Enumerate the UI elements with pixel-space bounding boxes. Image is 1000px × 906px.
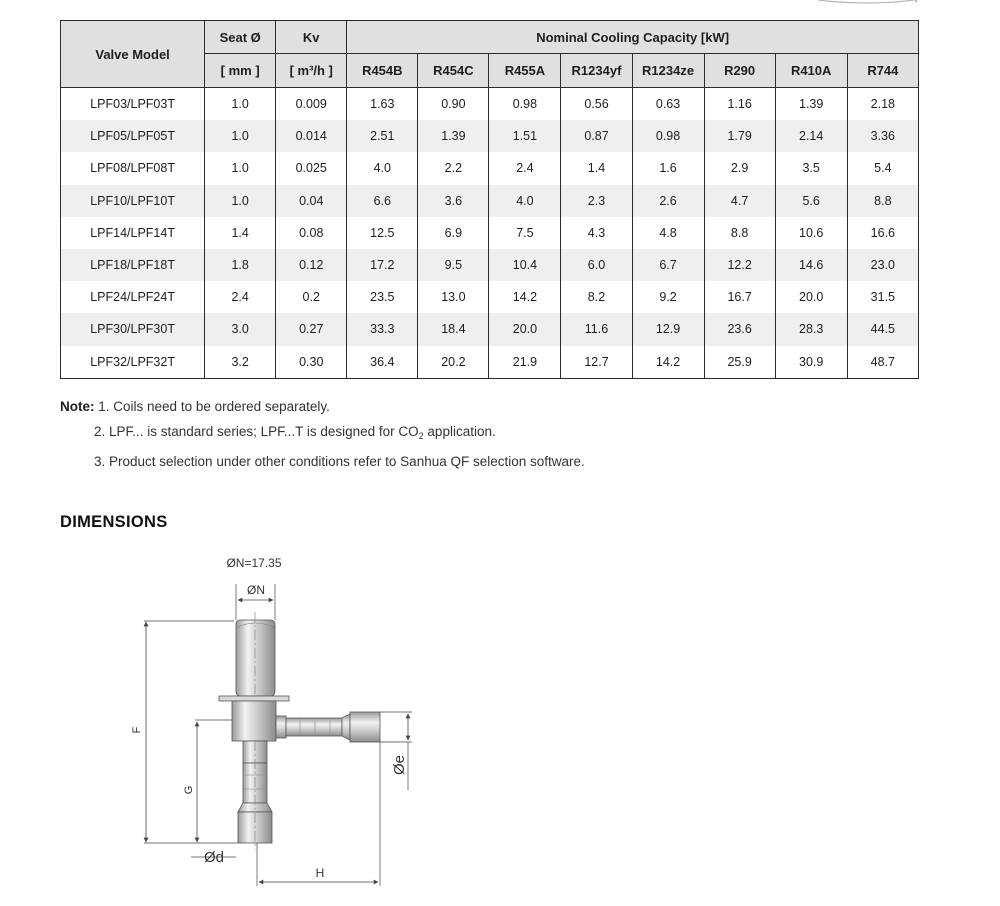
cell-kv: 0.009	[276, 88, 347, 121]
cell-capacity: 8.8	[847, 185, 918, 217]
dim-f-label: F	[131, 726, 143, 734]
table-row	[61, 346, 919, 379]
cell-capacity: 2.6	[632, 185, 704, 217]
cell-capacity: 3.5	[775, 152, 847, 184]
cell-kv: 0.12	[276, 249, 347, 281]
cell-capacity: 20.2	[418, 346, 489, 379]
cell-capacity: 7.5	[489, 217, 561, 249]
cell-capacity: 2.3	[561, 185, 632, 217]
cell-capacity: 1.79	[704, 120, 775, 152]
cell-kv: 0.2	[276, 281, 347, 313]
cell-model: LPF30/LPF30T	[61, 313, 205, 345]
table-row	[61, 185, 919, 217]
cell-capacity: 1.6	[632, 152, 704, 184]
header-capacity: Nominal Cooling Capacity [kW]	[347, 21, 919, 54]
cell-capacity: 6.9	[418, 217, 489, 249]
cell-model: LPF05/LPF05T	[61, 120, 205, 152]
cell-seat: 1.0	[205, 88, 276, 121]
cell-capacity: 0.63	[632, 88, 704, 121]
cell-capacity: 9.5	[418, 249, 489, 281]
note-label: Note:	[60, 399, 95, 414]
cell-model: LPF18/LPF18T	[61, 249, 205, 281]
cell-capacity: 36.4	[347, 346, 418, 379]
dim-d-label: Ød	[203, 849, 225, 866]
cell-kv: 0.30	[276, 346, 347, 379]
cell-capacity: 12.2	[704, 249, 775, 281]
cell-capacity: 5.6	[775, 185, 847, 217]
cell-capacity: 0.98	[489, 88, 561, 121]
cell-capacity: 17.2	[347, 249, 418, 281]
cell-capacity: 28.3	[775, 313, 847, 345]
cell-capacity: 4.3	[561, 217, 632, 249]
cell-model: LPF08/LPF08T	[61, 152, 205, 184]
cell-capacity: 2.2	[418, 152, 489, 184]
cell-seat: 2.4	[205, 281, 276, 313]
cell-model: LPF03/LPF03T	[61, 88, 205, 121]
header-row-top	[61, 21, 919, 54]
cell-capacity: 1.39	[418, 120, 489, 152]
cell-capacity: 5.4	[847, 152, 918, 184]
cell-model: LPF24/LPF24T	[61, 281, 205, 313]
cell-model: LPF14/LPF14T	[61, 217, 205, 249]
cell-capacity: 0.87	[561, 120, 632, 152]
cell-capacity: 9.2	[632, 281, 704, 313]
cell-capacity: 33.3	[347, 313, 418, 345]
cell-capacity: 25.9	[704, 346, 775, 379]
cell-capacity: 20.0	[489, 313, 561, 345]
cell-capacity: 2.9	[704, 152, 775, 184]
cell-capacity: 14.2	[632, 346, 704, 379]
cell-capacity: 12.7	[561, 346, 632, 379]
cell-kv: 0.014	[276, 120, 347, 152]
note-line-3	[60, 449, 585, 474]
dim-e-label: Øe	[391, 754, 408, 776]
dim-g-label: G	[183, 785, 195, 795]
header-refrigerant: R1234ze	[632, 54, 704, 88]
outlet-tube	[286, 718, 342, 736]
table-row	[61, 249, 919, 281]
diameter-n-value-label: ØN=17.35	[226, 556, 282, 570]
valve-dimension-drawing	[120, 548, 440, 893]
cell-capacity: 4.8	[632, 217, 704, 249]
cell-seat: 1.8	[205, 249, 276, 281]
table-row	[61, 313, 919, 345]
note-3: 3. Product selection under other conditions refer to Sanhua QF selection software.	[94, 454, 585, 469]
cell-capacity: 4.7	[704, 185, 775, 217]
cell-capacity: 23.0	[847, 249, 918, 281]
cell-capacity: 2.14	[775, 120, 847, 152]
header-kv-unit: [ m³/h ]	[276, 54, 347, 88]
table-row	[61, 120, 919, 152]
cell-capacity: 18.4	[418, 313, 489, 345]
table-body	[61, 88, 919, 379]
header-seat-unit: [ mm ]	[205, 54, 276, 88]
coil-flange	[219, 696, 289, 701]
cell-capacity: 11.6	[561, 313, 632, 345]
header-refrigerant: R410A	[775, 54, 847, 88]
cell-capacity: 10.4	[489, 249, 561, 281]
cell-capacity: 4.0	[347, 152, 418, 184]
cell-capacity: 12.5	[347, 217, 418, 249]
cell-seat: 3.2	[205, 346, 276, 379]
cell-capacity: 48.7	[847, 346, 918, 379]
cell-seat: 1.4	[205, 217, 276, 249]
cell-capacity: 31.5	[847, 281, 918, 313]
cell-capacity: 6.6	[347, 185, 418, 217]
table-row	[61, 88, 919, 121]
cell-capacity: 16.7	[704, 281, 775, 313]
cell-capacity: 14.6	[775, 249, 847, 281]
note-2-tail: application.	[423, 424, 496, 439]
dim-h-label: H	[315, 866, 325, 880]
cell-capacity: 44.5	[847, 313, 918, 345]
cell-capacity: 0.90	[418, 88, 489, 121]
table-row	[61, 281, 919, 313]
cell-capacity: 20.0	[775, 281, 847, 313]
cell-capacity: 8.2	[561, 281, 632, 313]
cell-capacity: 1.63	[347, 88, 418, 121]
cell-capacity: 8.8	[704, 217, 775, 249]
note-line-2	[60, 419, 585, 449]
cell-capacity: 0.56	[561, 88, 632, 121]
cell-capacity: 4.0	[489, 185, 561, 217]
cell-kv: 0.27	[276, 313, 347, 345]
table-row	[61, 152, 919, 184]
cell-capacity: 3.6	[418, 185, 489, 217]
cell-seat: 3.0	[205, 313, 276, 345]
cell-seat: 1.0	[205, 185, 276, 217]
header-seat: Seat Ø	[205, 21, 276, 54]
cell-capacity: 14.2	[489, 281, 561, 313]
cell-capacity: 23.6	[704, 313, 775, 345]
cell-capacity: 3.36	[847, 120, 918, 152]
cell-capacity: 23.5	[347, 281, 418, 313]
note-line-1	[60, 394, 585, 419]
cell-capacity: 1.39	[775, 88, 847, 121]
cell-kv: 0.025	[276, 152, 347, 184]
note-2-subscript: 2	[418, 431, 424, 441]
cell-capacity: 2.4	[489, 152, 561, 184]
outlet-fitting	[350, 712, 380, 742]
table-row	[61, 217, 919, 249]
header-refrigerant: R454B	[347, 54, 418, 88]
header-refrigerant: R454C	[418, 54, 489, 88]
cell-model: LPF32/LPF32T	[61, 346, 205, 379]
coil-body	[236, 620, 275, 696]
header-refrigerant: R744	[847, 54, 918, 88]
note-2-text: 2. LPF... is standard series; LPF...T is designed for CO	[94, 424, 419, 439]
header-valve-model: Valve Model	[61, 21, 205, 88]
cell-capacity: 30.9	[775, 346, 847, 379]
cell-capacity: 13.0	[418, 281, 489, 313]
cell-capacity: 1.4	[561, 152, 632, 184]
notes-block	[60, 394, 585, 474]
cell-capacity: 16.6	[847, 217, 918, 249]
cell-capacity: 2.51	[347, 120, 418, 152]
cell-capacity: 6.7	[632, 249, 704, 281]
cell-kv: 0.08	[276, 217, 347, 249]
cell-capacity: 10.6	[775, 217, 847, 249]
cell-capacity: 2.18	[847, 88, 918, 121]
header-refrigerant: R290	[704, 54, 775, 88]
header-refrigerant: R1234yf	[561, 54, 632, 88]
header-decoration	[818, 0, 918, 4]
cell-seat: 1.0	[205, 120, 276, 152]
cell-seat: 1.0	[205, 152, 276, 184]
cell-capacity: 6.0	[561, 249, 632, 281]
dimensions-title: DIMENSIONS	[60, 513, 168, 531]
cell-capacity: 1.51	[489, 120, 561, 152]
cell-capacity: 1.16	[704, 88, 775, 121]
cell-capacity: 12.9	[632, 313, 704, 345]
note-1: 1. Coils need to be ordered separately.	[98, 399, 330, 414]
header-refrigerant: R455A	[489, 54, 561, 88]
cell-capacity: 21.9	[489, 346, 561, 379]
cell-capacity: 0.98	[632, 120, 704, 152]
valve-spec-table	[60, 20, 919, 379]
cell-kv: 0.04	[276, 185, 347, 217]
valve-body	[232, 701, 276, 741]
header-kv: Kv	[276, 21, 347, 54]
cell-model: LPF10/LPF10T	[61, 185, 205, 217]
diameter-n-label: ØN	[247, 583, 265, 597]
